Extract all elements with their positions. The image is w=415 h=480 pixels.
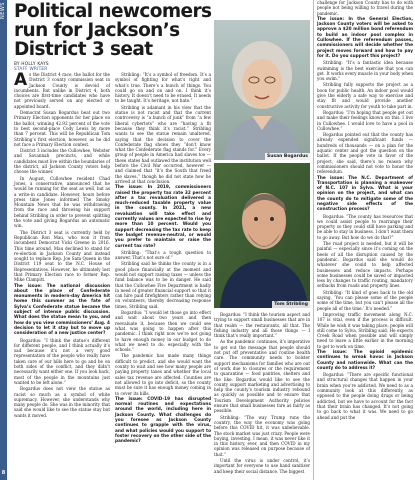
paragraph: As the pandemic continues, it’s imperative to get out the message that people should not put off preventative and routine health care. The community needs to bolster support mechanisms for families who are out of work due to closures or the requirement to quarantine — food pantries, shelters and the like. Bogardus would like to see the county support marketing and advertising to help the county’s tourism industry rebound as quickly as possible and to ensure that Tourism Development Authority policies ensure that small businesses fare as fairly as possible. (214, 339, 310, 414)
paragraph: Stribling said he thinks the county is in a good place financially at the moment and would not support raising taxes — unless the fund balance was to be in danger. He said that the Cullowhee Fire Department is badly in need of greater financial support so that it can hire paid firefighters rather than relying on volunteers, thereby decreasing response times, Stribling said. (115, 261, 211, 309)
paragraph: District 3 includes the Cullowhee, Webster and Savannah precincts, and while candidates must live within the boundaries of the district, all Jackson County voters help choose the winner. (14, 148, 110, 175)
paragraph: Stribling: “It’s a fantastic idea because swimming is the best exercise that you can get. It works every muscle in your body when you swim.” (317, 60, 413, 82)
paragraph: Bogardus: “I think the tourism aspect and trying to support small businesses that are in that realm — the restaurants, all that. The fishing industry and all those things — I think that’s really important.” (214, 312, 310, 339)
paragraph: Stribling: “It kind of goes back to the old saying, ‘You can please some of the people some of the time, but you can’t please all the people all of the time.’ It’s needed.” (317, 289, 413, 311)
paragraph: Democrat Susan Bogardus beat out two Primary Election opponents for her place on the ballot, winning 42.92 percent of the vote to best second-place Cody Lewis by more than 7 percent. This will be Republican Tom Stribling’s first election, however, as he did not face a Primary Election contest. (14, 110, 110, 147)
paragraph: Stribling fully supports the project as a boon for public health. An indoor pool would give the elderly a safe way to exercise and stay fit and would provide another constructive activity for youth to take part in. (317, 82, 413, 109)
issue-question: The issue: The opioid epidemic continues to wreak havoc in Jackson County and nationwide. What can the county do to address it? (317, 350, 413, 371)
issue-question: The issue: The N.C. Department of Transportation is planning a makeover of N.C. 107 in Sylva. What is your opinion on the project, and what can the county do to mitigate some of the negative side effects of the construction process? (317, 175, 413, 213)
paragraph: Improving traffic movement along N.C. 107 is vital, even if the process is difficult. While he wish it was taking place, people will still come to Sylva, Stribling said. He expects Creek Road when possible and will simply need to leave a little earlier in the morning to get to work on time. (317, 311, 413, 349)
paragraph: Stribling is adamant in his view that the statue is not racist and that the current controversy is “a bunch of junk” from “a few liberal cybertots” who are “having a fit because they think it’s racist.” Stribling wants to see the statue remain unaltered, saying that the decision to cover the Confederate flag shows they “don’t know what the Confederate flag stands for.” Every group of people in America had slaves too — these states had outlawed the institution well before the Civil War occurred, however — and claimed that “it’s the South that freed the slaves,” though he did not state how he arrived at that conclusion. (115, 104, 211, 184)
paragraph: Stribling: “It’s a symbol of freedom. It’s a symbol of fighting for what’s right and what’s true. There’s a bunch of things. You could go on and on and on. I think it’s history. It doesn’t need to be erased. It needs to be taught. It’s heritage, not hate.” (115, 72, 211, 104)
portrait-illustration (214, 163, 310, 308)
article-column-1 (14, 72, 110, 480)
issue-question: The issue: In 2019, commissioners raised the property tax rate 32 percent after a tax revaluation delivered a much-reduced taxable property value in the county. In 2021, a new revaluation will take effect and currently values are expected to rise by more than 10 percent. Would you support decreasing the tax rate to keep the budget revenue-neutral, or would you prefer to maintain or raise the current tax rate? (115, 185, 211, 249)
portrait-illustration (214, 20, 310, 160)
paragraph: The road project is needed, but it will be painful — especially since it’s coming on the heels of all the disruption caused by the pandemic. Bogardus said she would do whatever she could to help affected businesses and reduce impacts. Perhaps some businesses could be saved or impacted less by changes to traffic routing, mandatory setbacks from roads and property lines. (317, 241, 413, 289)
photo-caption: Tom Stribling (274, 302, 308, 307)
paragraph: Stribling: “That’s a tough question to answer. That’s not sure of.” (115, 249, 211, 261)
paragraph: Bogardus: “I would let those go into effect and wait about two years and then reevaluate it, because then we could see what was going to happen after this pandemic. I think right now we’re not going to have enough money in our budget to do what we need to do, especially with the schools.” (115, 310, 211, 353)
article-column-4 (214, 312, 310, 480)
byline-title: STAFF WRITER (14, 67, 48, 72)
paragraph: Bogardus pointed out that the county has already expended significant funds — hundreds of thousands — on a plan for the aquatic center and got the question on the ballot. If the people vote in favor of the project, she said, there’s no reason why commissioners should not vote to honor the referendum. (317, 132, 413, 175)
page-number: 8 (1, 470, 6, 476)
headline: Political newcomers run for Jackson’s District 3 seat (14, 1, 212, 60)
lead-paragraph: As the District 4 race, the ballot for the District 3 county commission seat in Jackson County is devoid of incumbents. But unlike in District 4, both choices are first-time candidates who have not previously served on any elected or appointed board. (14, 70, 110, 109)
section-strip (0, 0, 7, 480)
paragraph: Stribling: “The way Trump runs the country, the way the economy was going before this COVID hit, it was unbelievable. The stock market was just crazy. People were buying, investing. I mean, it was never like it in this history, ever, and then COVID in my opinion was released on purpose because of that.” (214, 414, 310, 457)
photo-caption: Susan Bogardus (266, 154, 308, 159)
paragraph: In August, Cullowhee resident Chad Jones, a conservative, announced that he would be running for the seat as well, but as a write-in candidate. However, hours before press time Jones informed The Smoky Mountain News that he was withdrawing from the race and throwing his support behind Stribling in order to prevent splitting the vote and giving Bogardus an automatic win. (14, 175, 110, 229)
paragraph: Bogardus: “I think the statue’s different for different people, and I think actually it’s sad because it’s not a very good representation of the people who really have taken care of our hills here to go and be on both sides of the conflict, and they didn’t necessarily want either one. If you look back, most of the people in the mountains just wanted to be left alone.” (14, 337, 110, 385)
issue-question: The issue: The national discussion about the place of Confederate monuments in modern-day America hit home this summer as the fate of Sylva’s Confederate statue became the subject of intense public discussion. What does the statue mean to you, and how do you view commissioners’ Aug. 4 decision to let it stay but to move up consideration of a new justice center? (14, 283, 110, 337)
paragraph: Bogardus: “I’m hoping that people get out and make their feelings known on this. I live in Cullowhee. I would love to have a pool in Cullowhee.” (317, 109, 413, 131)
paragraph: challenge for Jackson County has to do with people not being willing to travel during the pandemic. (317, 0, 413, 16)
paragraph: The pandemic has made many things difficult to predict, and she would want the county to wait and see how many people are paying property taxes and whether the local sales tax revenue are affected. Counties are not allowed to go into deficit, so the county must be sure it has enough money coming in to cover its bills. (115, 353, 211, 396)
drop-cap: A (14, 70, 28, 90)
paragraph: Until the virus is under control, it’s important for everyone to use hand sanitizer and keep their social distance. The biggest (214, 458, 310, 474)
paragraph: Bogardus: “The county has resources that we could assist people to rearrange their property so they could still have parking and be able to stay in business. I don’t want them to go away. But how do we do that?” (317, 213, 413, 240)
paragraph: The District 3 seat is currently held by Republican Ron Mau, who won it from incumbent Democrat Vicki Greene in 2016. This time around, Mau declined to stand for re-election in Jackson County and instead sought to replace Rep. Joe Sam Queen in the District 119 seat to the N.C. House of Representatives. However, he ultimately lost that Primary Election race to former Rep. Mike Clampitt. (14, 229, 110, 283)
paragraph: Bogardus: “There are specific functional and structural changes that happen in your brain when you’re addicted. We need to as a community look at this differently, as opposed to the people doing drugs or being addicted, but we have to account for the fact that their brain has changed. It’s not going to go back to what it was. We need to go ahead and put the (317, 372, 413, 420)
paragraph: Bogardus does not view the statue as racist so much as a symbol of white supremacy. However, she understands why many people do. She was in the minority that said she would like to see the statue stay but wants it moved. (14, 386, 110, 418)
candidate-photo-stribling (214, 163, 310, 308)
issue-question: The issue: In the General Election, Jackson County voters will be asked to approve a $20 million bond referendum to build an indoor pool complex in Cullowhee. If the referendum passes, commissioners will decide whether the project moves forward and how to pay for it. Do you support this project? (317, 16, 413, 59)
column-divider (313, 0, 314, 480)
issue-question: The issue: COVID-19 has disrupted normal routines and expectations around the world, including here in Jackson County. What challenges do you foresee as Jackson County continues to grapple with the virus, and what policies would you support to foster recovery on the other side of the pandemic? (115, 396, 211, 445)
article-column-2 (115, 72, 211, 480)
byline-author: BY HOLLY KAYS (14, 62, 49, 67)
section-label: NEWS (0, 2, 6, 20)
article-column-3 (317, 0, 413, 480)
byline (14, 62, 114, 72)
candidate-photo-bogardus (214, 20, 310, 160)
